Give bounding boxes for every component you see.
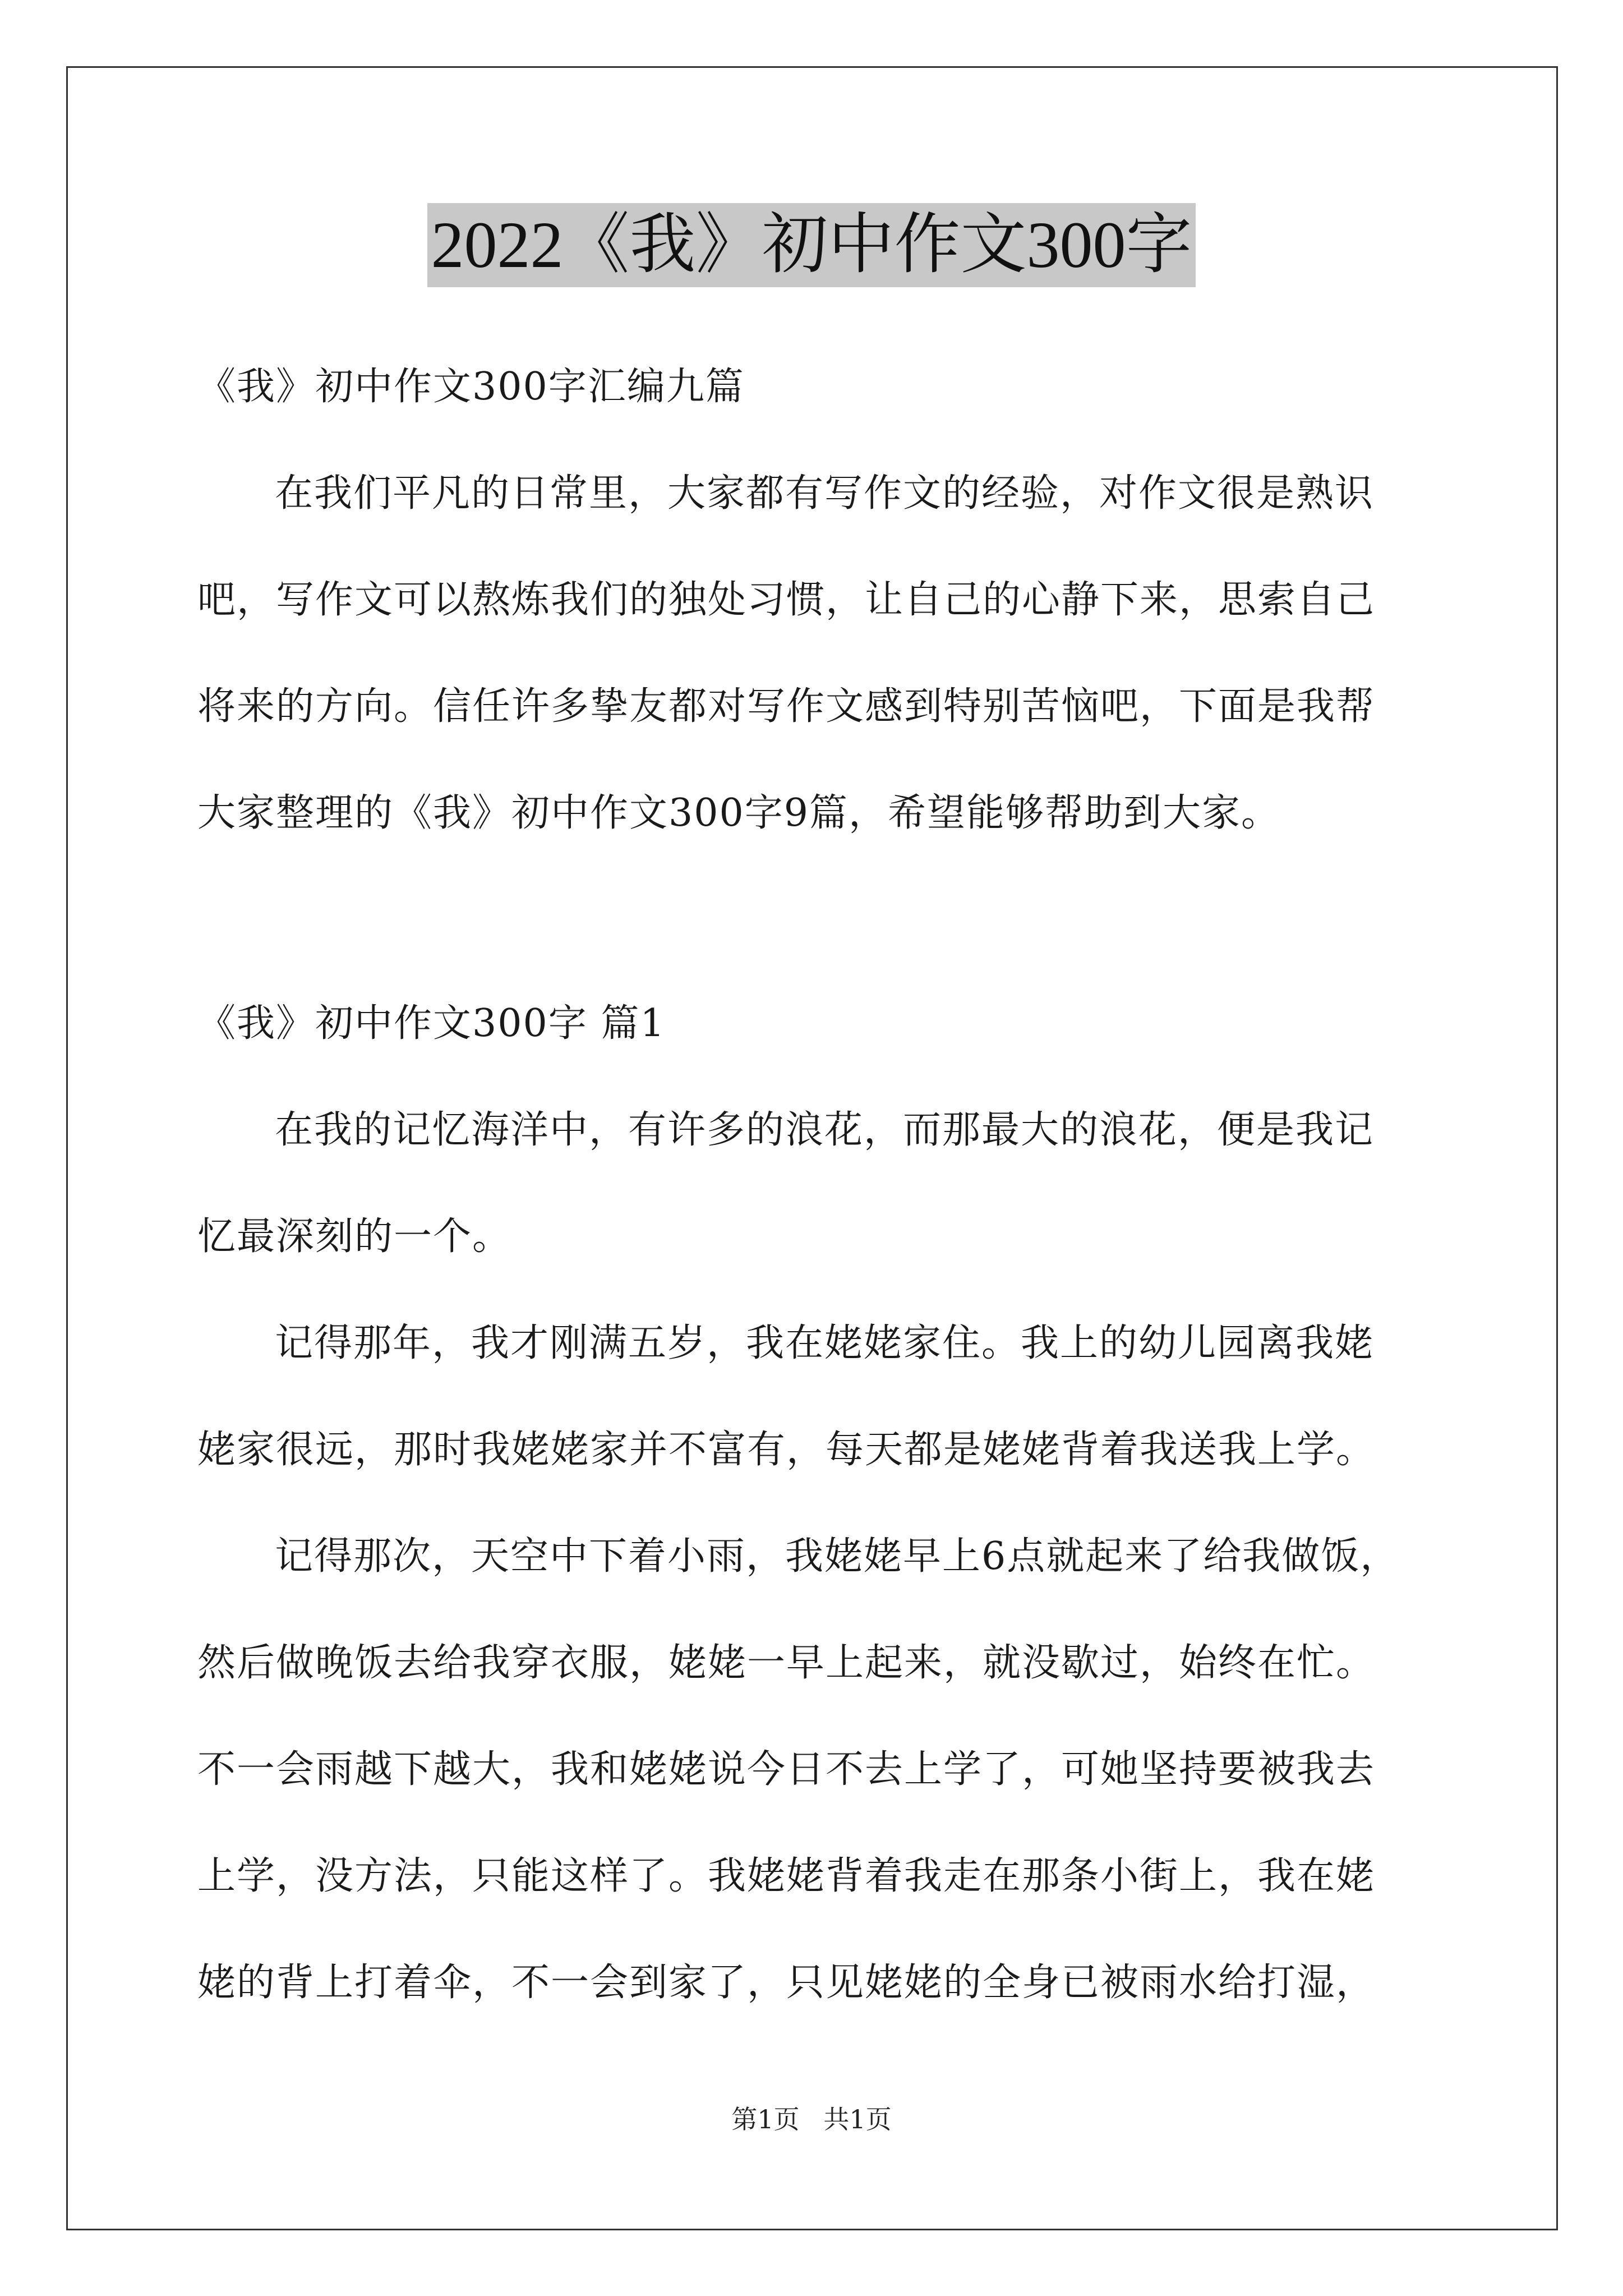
body-line-2: 忆最深刻的一个。	[197, 1214, 512, 1259]
page-footer	[0, 2102, 1623, 2136]
intro-line-2: 吧，写作文可以熬炼我们的独处习惯，让自己的心静下来，思索自己	[197, 578, 1376, 622]
intro-line-1: 在我们平凡的日常里，大家都有写作文的经验，对作文很是熟识	[275, 471, 1375, 516]
intro-line-3: 将来的方向。信任许多挚友都对写作文感到特别苦恼吧，下面是我帮	[197, 684, 1376, 729]
page-total: 共1页	[823, 2104, 892, 2134]
body-line-4: 姥家很远，那时我姥姥家并不富有，每天都是姥姥背着我送我上学。	[197, 1428, 1376, 1472]
title-container	[0, 203, 1623, 287]
body-line-3: 记得那年，我才刚满五岁，我在姥姥家住。我上的幼儿园离我姥	[275, 1321, 1375, 1365]
page-number: 第1页	[731, 2104, 800, 2134]
intro-line-4: 大家整理的《我》初中作文300字9篇，希望能够帮助到大家。	[197, 791, 1281, 835]
body-line-8: 上学，没方法，只能这样了。我姥姥背着我走在那条小街上，我在姥	[197, 1854, 1376, 1898]
document-title: 2022《我》初中作文300字	[427, 203, 1195, 287]
body-line-5: 记得那次，天空中下着小雨，我姥姥早上6点就起来了给我做饭，	[275, 1534, 1400, 1579]
section-heading: 《我》初中作文300字 篇1	[197, 1001, 666, 1046]
body-line-1: 在我的记忆海洋中，有许多的浪花，而那最大的浪花，便是我记	[275, 1108, 1375, 1152]
body-line-6: 然后做晚饭去给我穿衣服，姥姥一早上起来，就没歇过，始终在忙。	[197, 1641, 1376, 1685]
body-line-7: 不一会雨越下越大，我和姥姥说今日不去上学了，可她坚持要被我去	[197, 1747, 1376, 1792]
body-line-9: 姥的背上打着伞，不一会到家了，只见姥姥的全身已被雨水给打湿，	[197, 1961, 1376, 2005]
document-subtitle: 《我》初中作文300字汇编九篇	[197, 365, 745, 409]
